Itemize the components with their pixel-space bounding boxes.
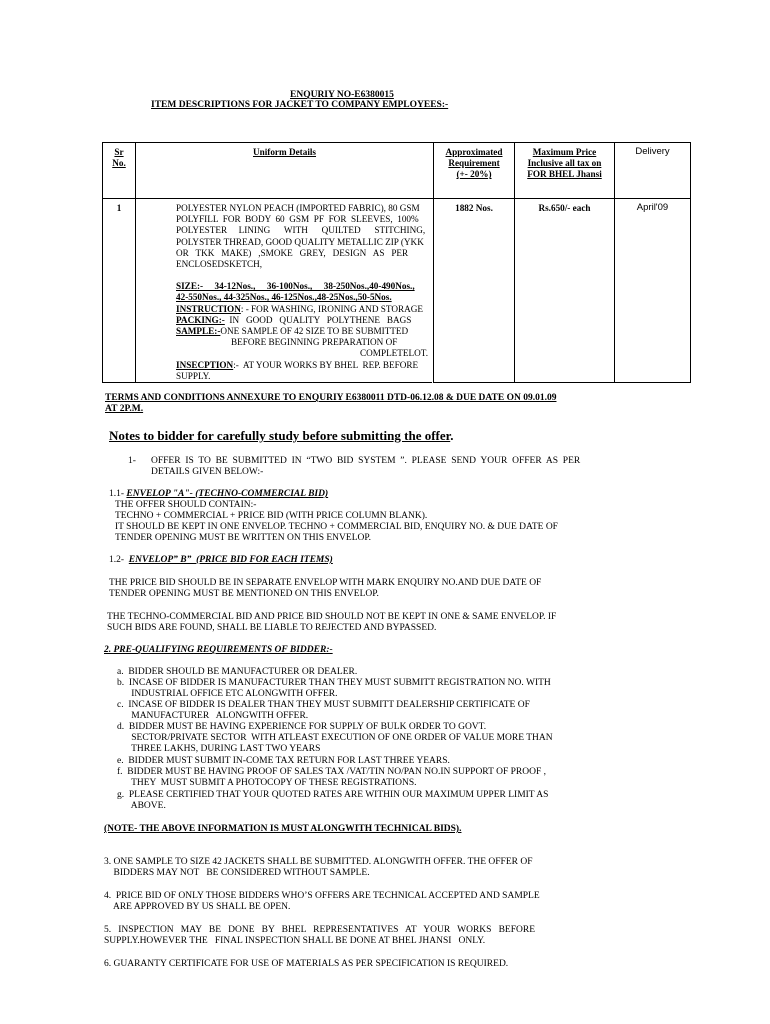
prequal-item: a. BIDDER SHOULD BE MANUFACTURER OR DEALER. <box>117 667 358 677</box>
approx-header-line: Requirement <box>448 158 500 169</box>
item6-line: 6. GUARANTY CERTIFICATE FOR USE OF MATERIALS AS PER SPECIFICATION IS REQUIRED. <box>104 959 509 969</box>
item1-line: DETAILS GIVEN BELOW:- <box>151 467 264 477</box>
instruction-label: INSTRUCTION <box>176 303 241 314</box>
item3-line: BIDDERS MAY NOT BE CONSIDERED WITHOUT SAMPLE. <box>104 868 370 878</box>
desc-line: OR TKK MAKE) ,SMOKE GREY, DESIGN AS PER <box>176 247 409 258</box>
sample-line-3: COMPLETELOT. <box>360 348 428 359</box>
envelop-b-line: THE PRICE BID SHOULD BE IN SEPARATE ENVELOP WITH MARK ENQUIRY NO.AND DUE DATE OF <box>109 578 542 588</box>
packing-label: PACKING:- <box>176 314 225 325</box>
envelop-a-line: TENDER OPENING MUST BE WRITTEN ON THIS ENVELOP. <box>115 533 371 543</box>
uniform-details-header: Uniform Details <box>136 143 434 199</box>
notes-title <box>109 428 453 443</box>
envelop-a-prefix: 1.1- <box>109 489 127 499</box>
envelop-a-line: IT SHOULD BE KEPT IN ONE ENVELOP. TECHNO + COMMERCIAL BID, ENQUIRY NO. & DUE DATE OF <box>115 522 558 532</box>
approx-requirement-header <box>434 143 515 199</box>
item4-line: ARE APPROVED BY US SHALL BE OPEN. <box>104 902 291 912</box>
enquiry-number: ENQURIY NO-E6380015 <box>290 90 394 100</box>
terms-line-1: TERMS AND CONDITIONS ANNEXURE TO ENQURIY E6380011 DTD-06.12.08 & DUE DATE ON 09.01.09 <box>105 393 557 403</box>
table-row <box>103 199 691 383</box>
inspection-text: :- AT YOUR WORKS BY BHEL REP. BEFORE <box>233 359 419 370</box>
prequal-item: ABOVE. <box>117 801 166 811</box>
desc-line: ENCLOSEDSKETCH, <box>176 259 263 270</box>
desc-line: POLYESTER NYLON PEACH (IMPORTED FABRIC), 80 GSM <box>176 203 420 213</box>
inspection-line <box>176 360 428 371</box>
sr-header-line: Sr <box>114 147 124 157</box>
instruction-line <box>176 304 428 315</box>
technical-bid-note: (NOTE- THE ABOVE INFORMATION IS MUST ALONGWITH TECHNICAL BIDS). <box>104 824 462 834</box>
notes-title-text: Notes to bidder for carefully study before submitting the offer <box>109 428 451 443</box>
max-price-header-line: Inclusive all tax on <box>527 158 602 169</box>
prequal-item: MANUFACTURER ALONGWITH OFFER. <box>117 711 309 721</box>
table-bottom-rule <box>102 382 432 383</box>
envelop-b-prefix: 1.2- <box>109 555 129 565</box>
item5-line: 5. INSPECTION MAY BE DONE BY BHEL REPRESENTATIVES AT YOUR WORKS BEFORE <box>104 925 535 935</box>
notes-title-dot: . <box>450 428 454 443</box>
inspection-label: INSECPTION <box>176 359 234 370</box>
prequal-item: INDUSTRIAL OFFICE ETC ALONGWITH OFFER. <box>117 689 338 699</box>
sr-no-header <box>103 143 136 199</box>
delivery-header: Delivery <box>615 143 691 199</box>
quantity-cell: 1882 Nos. <box>434 199 515 383</box>
item5-line: SUPPLY.HOWEVER THE FINAL INSPECTION SHALL BE DONE AT BHEL JHANSI ONLY. <box>104 936 486 946</box>
delivery-cell: April'09 <box>615 199 691 383</box>
sample-line-2: BEFORE BEGINNING PREPARATION OF <box>231 337 398 348</box>
item1-number: 1- <box>128 456 136 466</box>
prequal-item: g. PLEASE CERTIFIED THAT YOUR QUOTED RATES ARE WITHIN OUR MAXIMUM UPPER LIMIT AS <box>117 790 549 800</box>
prequal-item: f. BIDDER MUST BE HAVING PROOF OF SALES TAX /VAT/TIN NO/PAN NO.IN SUPPORT OF PROOF , <box>117 767 546 777</box>
max-price-header <box>515 143 615 199</box>
item-table <box>102 142 691 383</box>
prequal-item: THEY MUST SUBMIT A PHOTOCOPY OF THESE REGISTRATIONS. <box>117 778 417 788</box>
prequal-item: b. INCASE OF BIDDER IS MANUFACTURER THAN THEY MUST SUBMITT REGISTRATION NO. WITH <box>117 678 551 688</box>
envelop-b-heading <box>109 555 333 566</box>
envelop-a-title: ENVELOP "A"- (TECHNO-COMMERCIAL BID) <box>126 489 329 499</box>
envelop-b-title: ENVELOP” B” (PRICE BID FOR EACH ITEMS) <box>128 555 333 565</box>
desc-line: POLYFILL FOR BODY 60 GSM PF FOR SLEEVES, 100% <box>176 214 419 225</box>
table-header-row <box>103 143 691 199</box>
price-cell: Rs.650/- each <box>515 199 615 383</box>
prequal-item: c. INCASE OF BIDDER IS DEALER THAN THEY MUST SUBMITT DEALERSHIP CERTIFICATE OF <box>117 700 530 710</box>
prequal-item: THREE LAKHS, DURING LAST TWO YEARS <box>117 744 321 754</box>
item4-line: 4. PRICE BID OF ONLY THOSE BIDDERS WHO’S OFFERS ARE TECHNICAL ACCEPTED AND SAMPLE <box>104 891 540 901</box>
envelop-b-line: THE TECHNO-COMMERCIAL BID AND PRICE BID SHOULD NOT BE KEPT IN ONE & SAME ENVELOP. IF <box>107 612 557 622</box>
max-price-header-line: FOR BHEL Jhansi <box>527 169 602 180</box>
desc-line: POLYSTER THREAD, GOOD QUALITY METALLIC ZIP (YKK <box>176 236 424 247</box>
max-price-header-line: Maximum Price <box>532 147 597 157</box>
sr-header-line: No. <box>112 158 126 169</box>
item1-line: OFFER IS TO BE SUBMITTED IN “TWO BID SYSTEM ”. PLEASE SEND YOUR OFFER AS PER <box>151 456 581 466</box>
item3-line: 3. ONE SAMPLE TO SIZE 42 JACKETS SHALL BE SUBMITTED. ALONGWITH OFFER. THE OFFER OF <box>104 857 533 867</box>
envelop-b-line: SUCH BIDS ARE FOUND, SHALL BE LIABLE TO REJECTED AND BYPASSED. <box>107 623 437 633</box>
terms-line-2: AT 2P.M. <box>105 404 144 414</box>
sample-text: ONE SAMPLE OF 42 SIZE TO BE SUBMITTED <box>220 326 409 337</box>
packing-text: IN GOOD QUALITY POLYTHENE BAGS <box>224 314 412 325</box>
size-line: 42-550Nos., 44-325Nos., 46-125Nos.,48-25Nos.,50-5Nos. <box>176 292 392 303</box>
prequal-title: 2. PRE-QUALIFYING REQUIREMENTS OF BIDDER:- <box>104 645 333 655</box>
sample-label: SAMPLE:- <box>176 326 221 337</box>
prequal-item: e. BIDDER MUST SUBMIT IN-COME TAX RETURN FOR LAST THREE YEARS. <box>117 756 450 766</box>
inspection-line-2: SUPPLY. <box>176 370 211 381</box>
envelop-a-line: THE OFFER SHOULD CONTAIN:- <box>115 500 257 510</box>
prequal-item: d. BIDDER MUST BE HAVING EXPERIENCE FOR SUPPLY OF BULK ORDER TO GOVT. <box>117 722 487 732</box>
item-description-title: ITEM DESCRIPTIONS FOR JACKET TO COMPANY EMPLOYEES:- <box>151 100 449 110</box>
sample-line <box>176 326 428 337</box>
instruction-text: : - FOR WASHING, IRONING AND STORAGE <box>240 303 423 314</box>
envelop-a-line: TECHNO + COMMERCIAL + PRICE BID (WITH PRICE COLUMN BLANK). <box>115 511 428 521</box>
approx-header-line: (+- 20%) <box>456 169 492 180</box>
packing-line <box>176 315 428 326</box>
uniform-details-cell <box>136 199 434 383</box>
prequal-item: SECTOR/PRIVATE SECTOR WITH ATLEAST EXECUTION OF ONE ORDER OF VALUE MORE THAN <box>117 733 553 743</box>
envelop-a-heading <box>109 489 328 500</box>
approx-header-line: Approximated <box>445 147 503 157</box>
sr-cell: 1 <box>103 199 136 383</box>
size-line: SIZE:- 34-12Nos., 36-100Nos., 38-250Nos.,40-490Nos., <box>176 281 415 292</box>
envelop-b-line: TENDER OPENING MUST BE MENTIONED ON THIS ENVELOP. <box>109 589 379 599</box>
desc-line: POLYESTER LINING WITH QUILTED STITCHING, <box>176 225 426 236</box>
